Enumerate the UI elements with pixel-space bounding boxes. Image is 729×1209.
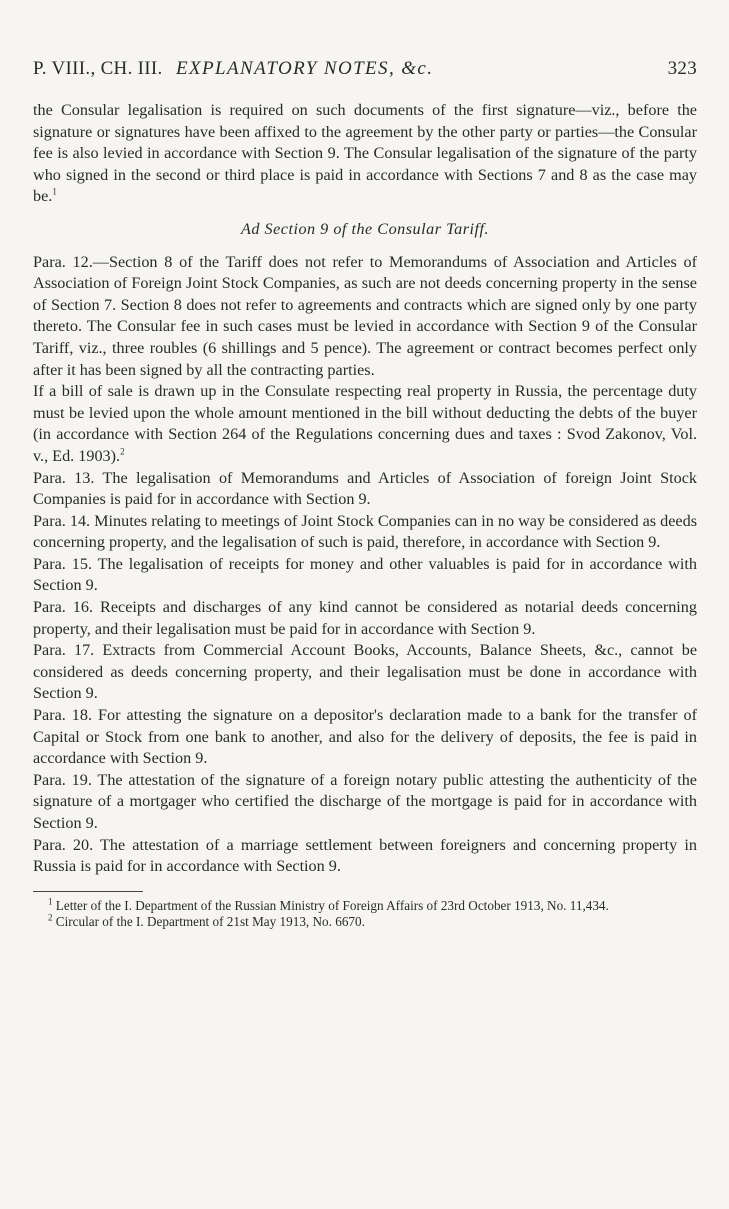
footnote-ref-1: 1 [52,186,57,197]
footnote-divider [33,891,143,892]
intro-paragraph: the Consular legalisation is required on such documents of the first signature—viz., before the signature or signatures have been affixed to the agreement by the other party or parties—the Consular fee is also levied in accordance with Section 9. The Consular legalisation of the signature of the party who signed in the second or third place is paid in accordance with Sections 7 and 8 as the case may be.$^1$ [33,101,697,206]
book-page [33,58,697,930]
chapter-reference: P. VIII., CH. III. [33,58,163,79]
page-body [33,100,697,930]
paragraph: Para. 13. The legalisation of Memorandums and Articles of Association of foreign Joint Stock Companies is paid for in accordance with Section 9. [33,468,697,509]
paragraph: Para. 20. The attestation of a marriage settlement between foreigners and concerning property in Russia is paid for in accordance with Section 9. [33,835,697,876]
footnote: $^1$ Letter of the I. Department of the Russian Ministry of Foreign Affairs of 23rd October 1913, No. 11,434. [48,896,609,913]
paragraph: Para. 16. Receipts and discharges of any kind cannot be considered as notarial deeds concerning property, and their legalisation must be paid for in accordance with Section 9. [33,598,697,638]
section-heading: Ad Section 9 of the Consular Tariff. [240,219,490,238]
footnote: $^2$ Circular of the I. Department of 21st May 1913, No. 6670. [48,912,365,929]
paragraph: Para. 14. Minutes relating to meetings of Joint Stock Companies can in no way be considered as deeds concerning property, and the legalisation of such is paid, therefore, in accordance with Section 9. [33,511,697,552]
paragraph: If a bill of sale is drawn up in the Consulate respecting real property in Russia, the percentage duty must be levied upon the whole amount mentioned in the bill without deducting the debts of the buyer (in accordance with Section 264 of the Regulations concerning dues and taxes : Svod Zakonov, Vol. v., Ed. 1903).$^2$ [33,382,697,465]
paragraph: Para. 17. Extracts from Commercial Account Books, Accounts, Balance Sheets, &c., cannot be considered as deeds concerning property, and their legalisation must be done in accordance with Section 9. [33,641,697,703]
page-number: 323 [667,58,697,79]
running-title: EXPLANATORY NOTES, &c. [176,58,434,79]
paragraph: Para. 12.—Section 8 of the Tariff does not refer to Memorandums of Association and Articles of Association of Foreign Joint Stock Companies, as such are not deeds concerning property in the sense of Section 7. Section 8 does not refer to agreements and contracts which are signed only by one party thereto. The Consular fee in such cases must be levied in accordance with Section 9 of the Consular Tariff, viz., three roubles (6 shillings and 5 pence). The agreement or contract becomes perfect only after it has been signed by all the contracting parties. [33,252,697,379]
footnotes [33,898,697,930]
paragraph: Para. 19. The attestation of the signature of a foreign notary public attesting the authenticity of the signature of a mortgager who certified the discharge of the mortgage is paid for in accordance with Section 9. [33,770,697,832]
footnote-ref-2: 2 [120,446,125,457]
paragraph: Para. 15. The legalisation of receipts for money and other valuables is paid for in accordance with Section 9. [33,554,697,595]
footnote-mark: 2 [48,912,53,923]
paragraph: Para. 18. For attesting the signature on a depositor's declaration made to a bank for the transfer of Capital or Stock from one bank to another, and also for the delivery of deposits, the fee is paid in accordance with Section 9. [33,706,697,768]
footnote-mark: 1 [48,896,53,907]
running-header [33,58,697,84]
